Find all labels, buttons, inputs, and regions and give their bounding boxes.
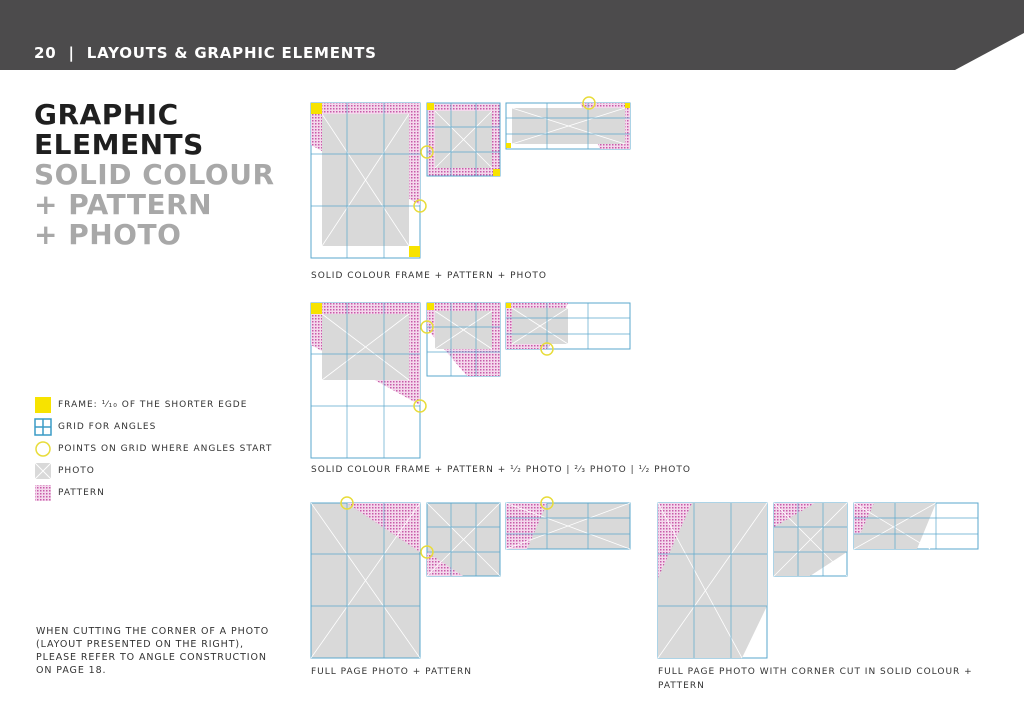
row2-landscape-layout	[506, 303, 630, 355]
header-separator: |	[68, 44, 75, 62]
legend-pattern-label: PATTERN	[58, 488, 105, 498]
row3-cut-square-layout	[774, 503, 847, 576]
title-line-2: ELEMENTS	[34, 128, 204, 161]
note-line-4: ON PAGE 18.	[36, 665, 107, 676]
note-line-1: WHEN CUTTING THE CORNER OF A PHOTO	[36, 626, 270, 637]
caption-row-3-left: FULL PAGE PHOTO + PATTERN	[311, 667, 472, 677]
row2-portrait-layout	[311, 303, 426, 458]
section-title: LAYOUTS & GRAPHIC ELEMENTS	[86, 44, 377, 62]
legend-photo-label: PHOTO	[58, 466, 95, 476]
legend-frame-label: FRAME: ¹⁄₁₀ OF THE SHORTER EGDE	[58, 400, 248, 410]
title-line-1: GRAPHIC	[34, 98, 179, 131]
caption-row-3-right-line-2: PATTERN	[658, 681, 705, 691]
row1-square-layout	[421, 103, 500, 176]
caption-row-1: SOLID COLOUR FRAME + PATTERN + PHOTO	[311, 271, 547, 281]
legend-points-label: POINTS ON GRID WHERE ANGLES START	[58, 444, 273, 454]
title-line-4: + PATTERN	[34, 188, 213, 221]
page-number: 20	[34, 44, 57, 62]
row3-portrait-layout	[311, 497, 420, 658]
caption-row-3-right-line-1: FULL PAGE PHOTO WITH CORNER CUT IN SOLID COLOUR +	[658, 667, 973, 677]
legend-grid-label: GRID FOR ANGLES	[58, 422, 157, 432]
row3-landscape-layout	[506, 497, 630, 549]
title-line-5: + PHOTO	[34, 218, 182, 251]
note-line-3: PLEASE REFER TO ANGLE CONSTRUCTION	[36, 652, 267, 663]
row1-landscape-layout	[506, 97, 630, 149]
row3-square-layout	[421, 503, 500, 576]
title-line-3: SOLID COLOUR	[34, 158, 275, 191]
row1-portrait-layout	[311, 103, 426, 258]
row3-cut-landscape-layout	[854, 503, 978, 549]
note-line-2: (LAYOUT PRESENTED ON THE RIGHT),	[36, 639, 244, 650]
caption-row-2: SOLID COLOUR FRAME + PATTERN + ¹⁄₂ PHOTO | ²⁄₃ PHOTO | ¹⁄₂ PHOTO	[311, 465, 691, 475]
row3-cut-portrait-layout	[658, 503, 767, 658]
row2-square-layout	[421, 303, 500, 376]
